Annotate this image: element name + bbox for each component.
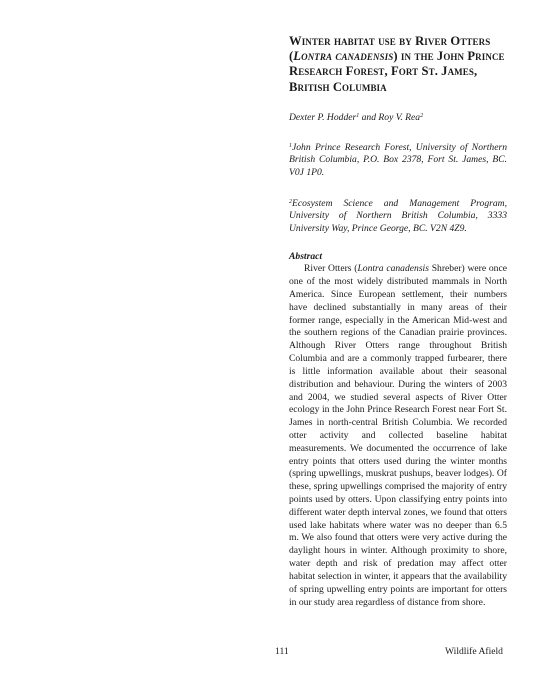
article-column (289, 34, 507, 609)
affiliation-1-text: John Prince Research Forest, University of Northern British Columbia, P.O. Box 2378, Fort St. James, BC. V0J 1P0. (289, 141, 507, 178)
author-join: and (359, 111, 379, 123)
title-text-1: Winter habitat use by River Otters ( (289, 34, 491, 64)
abstract-body (289, 263, 507, 609)
abstract-heading: Abstract (289, 251, 323, 263)
title-scientific-name: Lontra canadensis (293, 49, 394, 64)
abstract-text-2: Shreber) were once one of the most widely distributed mammals in North America. Since European settlement, their numbers have declined substantially in many areas of their former range, especially in the American Mid-west and the southern regions of the Canadian prairie provinces. Although River Otters range throughout British Columbia and are a commonly trapped furbearer, there is little information available about their seasonal distribution and behaviour. During the winters of 2003 and 2004, we studied several aspects of River Otter ecology in the John Prince Research Forest near Fort St. James in north-central British Columbia. We recorded otter activity and collected baseline habitat measurements. We documented the occurrence of lake entry points that otters used during the winter months (spring upwellings, muskrat pushups, beaver lodges). Of these, spring upwellings comprised the majority of entry points used by otters. Upon classifying entry points into different water depth interval zones, we found that otters used lake habitats where water was no deeper than 6.5 m. We also found that otters were very active during the daylight hours in winter. Although proximity to shore, water depth and risk of predation may affect otter habitat selection in winter, it appears that the availability of spring upwelling entry points are important for otters in our study area regardless of distance from shore. (289, 263, 507, 608)
abstract-scientific-name: Lontra canadensis (357, 263, 429, 275)
journal-name: Wildlife Afield (445, 646, 503, 657)
article-title (289, 34, 507, 95)
author-2-mark: 2 (420, 112, 424, 119)
affiliation-2-mark: 2 (289, 198, 292, 205)
affiliation-1 (289, 140, 507, 180)
affiliation-1-mark: 1 (289, 142, 292, 149)
title-text-2: ) in the John Prince Research Forest, Fort St. James, British Columbia (289, 49, 505, 94)
author-line (289, 110, 507, 124)
page-number: 111 (275, 646, 289, 657)
affiliation-2-text: Ecosystem Science and Management Program, University of Northern British Columbia, 3333 University Way, Prince George, BC. V2N 4Z9. (289, 197, 507, 234)
author-1: Dexter P. Hodder (289, 111, 357, 123)
affiliation-2 (289, 196, 507, 236)
author-2: Roy V. Rea (378, 111, 421, 123)
abstract-text-1: River Otters ( (304, 263, 358, 275)
author-1-mark: 1 (356, 112, 360, 119)
